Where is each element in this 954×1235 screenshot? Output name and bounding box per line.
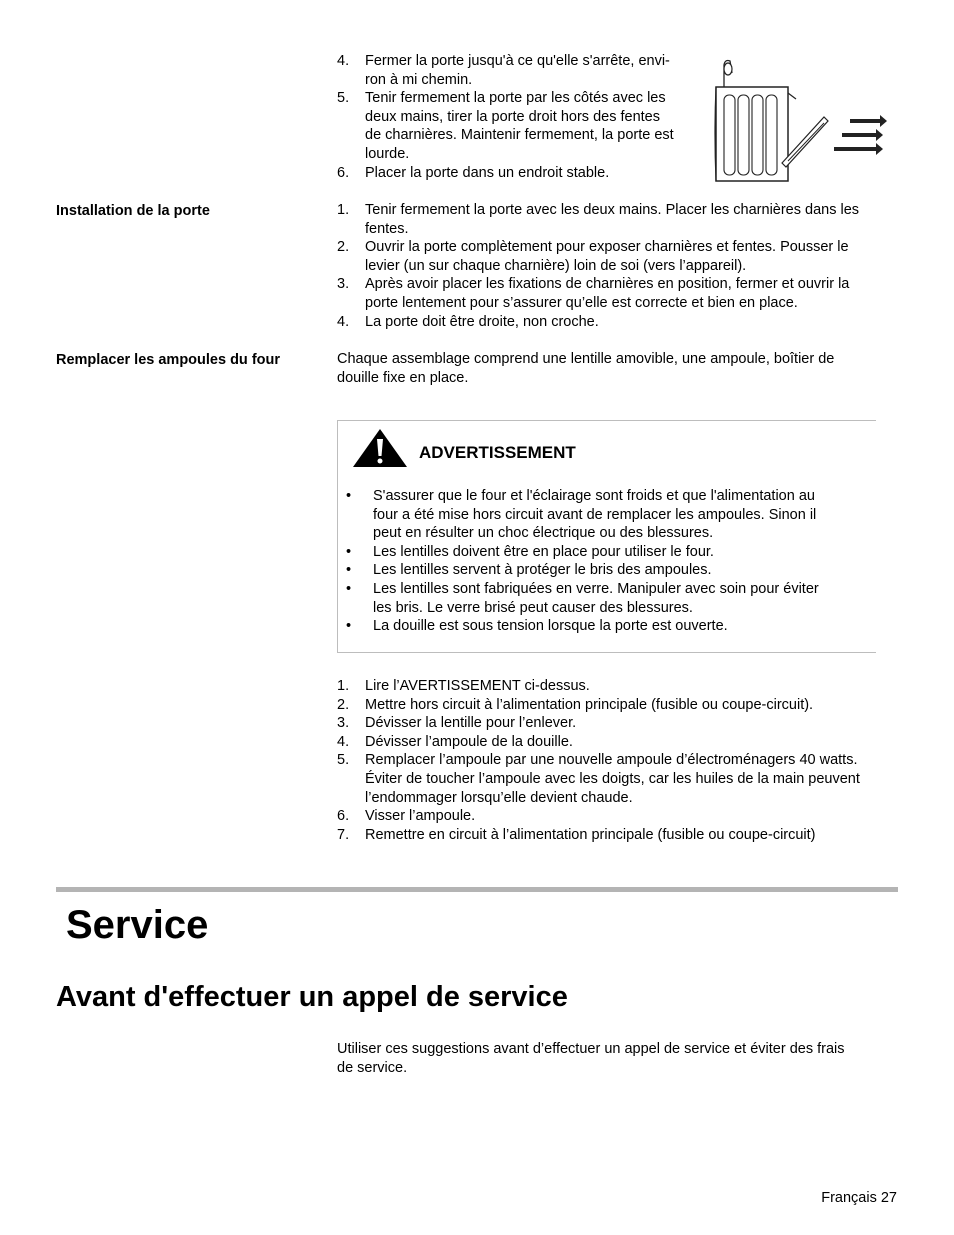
- list-item: [337, 714, 860, 733]
- list-item: [337, 826, 860, 845]
- step-text-line: l’endommager lorsqu’elle devient chaude.: [365, 789, 633, 806]
- warning-item: [346, 487, 866, 543]
- warning-box: [337, 420, 876, 653]
- step-number: 4.: [337, 53, 350, 69]
- bullet: •: [346, 618, 352, 635]
- warning-text-line: Les lentilles sont fabriquées en verre. Manipuler avec soin pour éviter: [373, 580, 819, 597]
- step-text-line: Éviter de toucher l’ampoule avec les doigts, car les huiles de la main peuvent: [365, 770, 860, 787]
- step-text-line: levier (un sur chaque charnière) loin de soi (vers l’appareil).: [365, 257, 747, 274]
- page-footer: Français 27: [821, 1190, 897, 1206]
- list-item: [337, 275, 859, 312]
- step-text-line: lourde.: [365, 145, 410, 162]
- step-number: 6.: [337, 808, 350, 825]
- oven-door-removal-illustration: [712, 53, 892, 185]
- warning-item: [346, 543, 866, 562]
- paragraph-line: Utiliser ces suggestions avant d’effectuer un appel de service et éviter des frais: [337, 1041, 845, 1057]
- step-text-line: deux mains, tirer la porte droit hors des fentes: [365, 108, 660, 125]
- paragraph-line: Chaque assemblage comprend une lentille amovible, une ampoule, boîtier de: [337, 351, 835, 367]
- step-number: 1.: [337, 202, 350, 218]
- step-number: 3.: [337, 715, 350, 732]
- list-item: [337, 696, 860, 715]
- step-text-line: Ouvrir la porte complètement pour exposer charnières et fentes. Pousser le: [365, 239, 849, 256]
- list-item: [337, 201, 859, 238]
- bullet: •: [346, 488, 352, 504]
- step-text-line: Remettre en circuit à l’alimentation principale (fusible ou coupe-circuit): [365, 826, 816, 843]
- step-text-line: Dévisser la lentille pour l’enlever.: [365, 715, 577, 732]
- warning-item: [346, 617, 866, 636]
- step-text-line: Tenir fermement la porte par les côtés avec les: [365, 90, 666, 107]
- step-number: 2.: [337, 696, 350, 713]
- warning-item: [346, 561, 866, 580]
- paragraph-line: douille fixe en place.: [337, 370, 469, 386]
- installation-steps: [337, 201, 859, 331]
- step-text-line: ron à mi chemin.: [365, 71, 473, 88]
- service-intro: [337, 1040, 845, 1078]
- step-text-line: La porte doit être droite, non croche.: [365, 313, 599, 330]
- step-text-line: Placer la porte dans un endroit stable.: [365, 164, 610, 181]
- step-text-line: Mettre hors circuit à l’alimentation principale (fusible ou coupe-circuit).: [365, 696, 814, 713]
- step-number: 4.: [337, 313, 350, 330]
- step-text-line: porte lentement pour s’assurer qu’elle est correcte et bien en place.: [365, 294, 798, 311]
- list-item: [337, 751, 860, 807]
- list-item: [337, 89, 674, 163]
- list-item: [337, 807, 860, 826]
- door-removal-steps: [337, 52, 674, 182]
- list-item: [337, 313, 859, 332]
- step-text-line: Remplacer l’ampoule par une nouvelle ampoule d’électroménagers 40 watts.: [365, 752, 858, 769]
- list-item: [337, 677, 860, 696]
- step-text-line: Fermer la porte jusqu'à ce qu'elle s'arrête, envi-: [365, 53, 670, 69]
- list-item: [337, 164, 674, 183]
- warning-item: [346, 580, 866, 617]
- warning-text-line: La douille est sous tension lorsque la porte est ouverte.: [373, 618, 728, 635]
- warning-text-line: peut en résulter un choc électrique ou des blessures.: [373, 525, 714, 542]
- bulbs-intro: [337, 350, 834, 388]
- bullet: •: [346, 562, 352, 579]
- list-item: [337, 52, 674, 89]
- section-title: Service: [66, 903, 209, 947]
- step-number: 6.: [337, 164, 350, 181]
- warning-text-line: four a été mise hors circuit avant de remplacer les ampoules. Sinon il: [373, 506, 817, 523]
- step-text-line: de charnières. Maintenir fermement, la porte est: [365, 127, 674, 144]
- bulb-replacement-steps: [337, 677, 860, 844]
- step-number: 3.: [337, 276, 350, 293]
- bullet: •: [346, 543, 352, 560]
- step-text-line: Tenir fermement la porte avec les deux mains. Placer les charnières dans les: [365, 202, 860, 218]
- step-text-line: Dévisser l’ampoule de la douille.: [365, 733, 573, 750]
- step-text-line: Visser l’ampoule.: [365, 808, 476, 825]
- subsection-title: Avant d'effectuer un appel de service: [56, 981, 568, 1013]
- step-text-line: Après avoir placer les fixations de charnières en position, fermer et ouvrir la: [365, 276, 850, 293]
- installation-heading: Installation de la porte: [56, 203, 210, 219]
- step-number: 1.: [337, 678, 350, 694]
- warning-text-line: Les lentilles doivent être en place pour utiliser le four.: [373, 543, 714, 560]
- bullet: •: [346, 580, 352, 597]
- step-number: 7.: [337, 826, 350, 843]
- section-divider: [56, 887, 898, 892]
- warning-text-line: les bris. Le verre brisé peut causer des blessures.: [373, 599, 693, 616]
- paragraph-line: de service.: [337, 1060, 408, 1076]
- step-text-line: Lire l’AVERTISSEMENT ci-dessus.: [365, 678, 590, 694]
- warning-text-line: S'assurer que le four et l'éclairage sont froids et que l'alimentation au: [373, 488, 815, 504]
- list-item: [337, 733, 860, 752]
- list-item: [337, 238, 859, 275]
- step-number: 4.: [337, 733, 350, 750]
- bulbs-heading: Remplacer les ampoules du four: [56, 352, 281, 368]
- step-number: 2.: [337, 239, 350, 256]
- warning-text-line: Les lentilles servent à protéger le bris des ampoules.: [373, 562, 712, 579]
- step-text-line: fentes.: [365, 220, 409, 237]
- step-number: 5.: [337, 752, 350, 769]
- warning-title: ADVERTISSEMENT: [419, 443, 576, 462]
- step-number: 5.: [337, 90, 350, 107]
- warning-triangle-icon: [351, 427, 409, 469]
- warning-list: [346, 487, 866, 636]
